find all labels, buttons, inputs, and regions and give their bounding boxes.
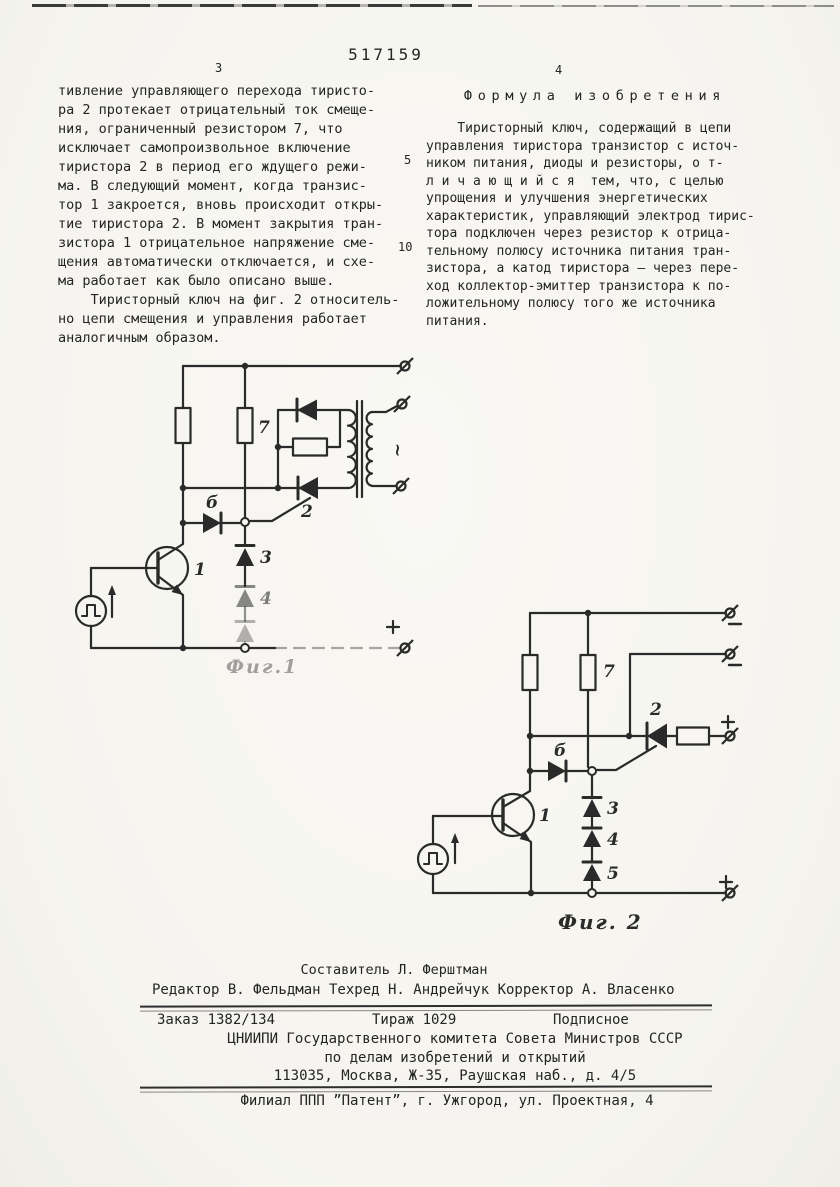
text-line: исключает самопроизвольное включение: [58, 140, 351, 156]
footer-org1: ЦНИИПИ Государственного комитета Совета Министров СССР: [227, 1031, 683, 1047]
fig1-resistor-left: [176, 408, 191, 443]
fig2-resistor-7: [581, 655, 596, 690]
text-line: Тиристорный ключ, содержащий в цепи: [426, 121, 732, 136]
fig2-label-r7: 7: [603, 662, 615, 682]
fig2-node-ring: [588, 889, 596, 897]
footer-tirazh: Тираж 1029: [372, 1012, 457, 1028]
footer-rule-top: [140, 1004, 712, 1011]
fig1-transformer-primary: [348, 410, 356, 488]
fig2-resistor-right: [677, 728, 709, 745]
fig1-transformer-secondary: [367, 412, 372, 486]
text-line: управления тиристора транзистор с источ-: [426, 138, 740, 154]
text-line: Тиристорный ключ на фиг. 2 относитель-: [58, 292, 400, 308]
fig2-resistor-left: [523, 655, 538, 690]
fig2-diode-4: [583, 830, 601, 847]
text-line: ра 2 протекает отрицательный ток смеще-: [58, 102, 375, 118]
text-line: тельному полюсу источника питания тран-: [426, 243, 732, 259]
text-line: питания.: [426, 313, 489, 329]
footer-org2: по делам изобретений и открытий: [324, 1050, 586, 1066]
fig2-label-transistor: 1: [539, 806, 551, 826]
figure-2-circuit: [400, 595, 760, 940]
fig1-resistor-mid: [293, 439, 327, 456]
text-line: ход коллектор-эмиттер транзистора к по-: [426, 278, 732, 294]
fig2-label-d4: 4: [607, 830, 619, 850]
fig1-label-diode6: б: [206, 493, 219, 513]
line-number-10: 10: [398, 240, 413, 254]
fig1-label-ac: ~: [387, 443, 407, 458]
footer-rule-bottom: [140, 1085, 712, 1092]
fig1-transformer-core: [357, 401, 362, 497]
fig2-up-arrow: [451, 833, 459, 843]
fig2-pulse-source: [418, 844, 448, 874]
figure-1-circuit: [70, 355, 420, 695]
text-line: л и ч а ю щ и й с я тем, что, с целью: [426, 173, 724, 189]
text-line: ником питания, диоды и резисторы, о т-: [426, 156, 724, 171]
fig1-label-d4: 4: [260, 589, 272, 609]
fig2-terminal-plus: [722, 885, 738, 901]
fig1-label-thyristor: 2: [301, 502, 313, 522]
footer-address: 113035, Москва, Ж-35, Раушская наб., д. 4/5: [273, 1068, 637, 1084]
fig1-diode-3: [236, 548, 254, 566]
fig1-diode-6: [203, 513, 221, 533]
fig2-label-d5: 5: [607, 864, 619, 884]
page-number-left: 3: [215, 61, 223, 75]
fig1-diode-top: [297, 400, 317, 421]
footer-filial: Филиал ППП ”Патент”, г. Ужгород, ул. Проектная, 4: [240, 1093, 654, 1109]
footer-zakaz: Заказ 1382/134: [157, 1012, 276, 1028]
text-line: ма работает как было описано выше.: [58, 273, 335, 289]
fig1-node-ring: [241, 518, 249, 526]
patent-number: 517159: [348, 45, 424, 64]
fig2-emitter-arrow: [520, 832, 532, 843]
fig1-pulse-source: [76, 596, 106, 626]
fig1-resistor-7: [238, 408, 253, 443]
fig2-diode-6: [548, 761, 566, 781]
text-line: тие тиристора 2. В момент закрытия тран-: [58, 216, 384, 232]
fig2-diode-3: [583, 799, 601, 817]
fig1-node-ring: [241, 644, 249, 652]
page-number-right: 4: [555, 63, 563, 77]
fig2-terminal-minus: [722, 605, 738, 621]
fig2-thyristor-2: [647, 724, 667, 749]
scan-artifact-line-faint: [478, 5, 834, 7]
text-line: зистора 1 отрицательное напряжение сме-: [58, 235, 375, 251]
text-line: но цепи смещения и управления работает: [58, 311, 367, 327]
right-column-text: [426, 120, 776, 330]
text-line: характеристик, управляющий электрод тирис-: [426, 208, 755, 224]
text-line: ложительному полюсу того же источника: [426, 296, 716, 311]
left-column-text: [58, 82, 408, 348]
fig2-node-ring: [588, 767, 596, 775]
text-line: ния, ограниченный резистором 7, что: [58, 121, 343, 137]
fig1-thyristor-2: [298, 477, 318, 499]
text-line: щения автоматически отключается, и схе-: [58, 254, 375, 270]
text-line: ма. В следующий момент, когда транзис-: [58, 178, 367, 194]
fig1-label-d3: 3: [260, 548, 272, 568]
fig2-label-thyristor: 2: [650, 700, 662, 720]
fig2-second-rail: [630, 654, 726, 736]
text-line: тиристора 2 в период его ждущего режи-: [58, 159, 367, 175]
fig2-terminal-minus: [722, 646, 738, 662]
fig1-emitter-arrow: [172, 585, 184, 596]
fig1-diode-4: [236, 589, 254, 607]
line-number-5: 5: [404, 153, 412, 167]
footer-podpisnoe: Подписное: [553, 1012, 629, 1028]
text-line: зистора, а катод тиристора – через пере-: [426, 261, 740, 276]
text-line: аналогичным образом.: [58, 330, 221, 346]
scan-artifact-line: [32, 4, 472, 7]
footer-sostavitel: Составитель Л. Ферштман: [300, 962, 488, 978]
fig2-label-diode6: б: [554, 741, 567, 761]
fig2-diode-5: [583, 864, 601, 881]
fig2-terminal-plus: [722, 728, 738, 744]
fig1-up-arrow: [108, 585, 116, 595]
fig1-label-transistor: 1: [194, 560, 206, 580]
fig1-diode-5: [236, 624, 254, 642]
text-line: тивление управляющего перехода тиристо-: [58, 83, 375, 99]
claims-heading: Формула изобретения: [463, 88, 727, 104]
footer-editors: Редактор В. Фельдман Техред Н. Андрейчук Корректор А. Власенко: [152, 982, 675, 998]
text-line: тора подключен через резистор к отрица-: [426, 226, 732, 241]
fig1-label-r7: 7: [258, 418, 270, 438]
fig2-label-d3: 3: [607, 799, 619, 819]
fig1-terminal: [394, 396, 410, 412]
fig1-caption: Фиг.1: [226, 656, 299, 678]
fig2-caption: Фиг. 2: [558, 910, 643, 934]
text-line: тор 1 закроется, вновь происходит откры-: [58, 197, 384, 213]
text-line: упрощения и улучшения энергетических: [426, 191, 708, 206]
